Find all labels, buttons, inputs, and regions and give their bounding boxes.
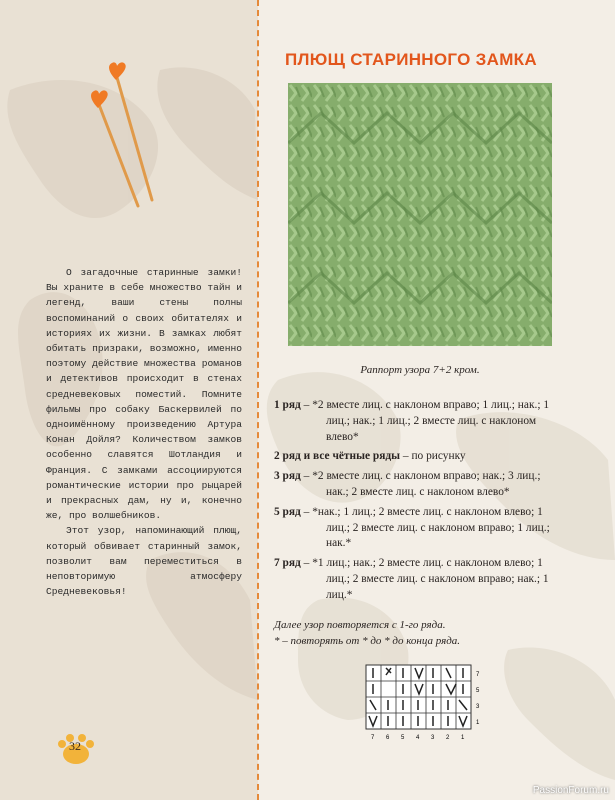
repeat-note: Далее узор повторяется с 1-го ряда. bbox=[274, 619, 446, 631]
intro-text bbox=[46, 265, 242, 599]
row-label: 5 ряд bbox=[274, 505, 301, 518]
instruction-row-7 bbox=[274, 556, 556, 603]
instruction-row-1 bbox=[274, 398, 556, 445]
row-text: – *2 вместе лиц. с наклоном вправо; 1 лиц.; нак.; 1 лиц.; нак.; 1 лиц.; 2 вместе лиц. с наклоном влево* bbox=[300, 399, 550, 443]
chart-column-number: 1 bbox=[461, 735, 465, 741]
chart-row-number: 7 bbox=[476, 672, 480, 678]
left-panel bbox=[0, 0, 258, 800]
chart-column-number: 3 bbox=[431, 735, 435, 741]
chart-column-number: 2 bbox=[446, 735, 450, 741]
instruction-row-even bbox=[274, 449, 556, 465]
chart-column-number: 4 bbox=[416, 735, 420, 741]
pattern-notes bbox=[274, 617, 564, 649]
pattern-instructions bbox=[274, 398, 556, 608]
row-text: – *нак.; 1 лиц.; 2 вместе лиц. с наклоном влево; 1 лиц.; 2 вместе лиц. с наклоном вправо; 1 лиц.; нак.* bbox=[300, 505, 550, 550]
page-number: 32 bbox=[69, 739, 81, 753]
knitting-chart bbox=[358, 663, 488, 743]
chart-column-number: 6 bbox=[386, 735, 390, 741]
row-text: – по рисунку bbox=[400, 450, 466, 463]
intro-paragraph: О загадочные старинные замки! Вы храните в себе множество тайн и легенд, ваши стены полны воспоминаний о своих обитателях и историях их жизни. В замках любят обитать призраки, возможно, именно поэтому действие множества романов и детективов происходит в стенах средневековых поместий. Помните фильмы про собаку Баскервилей по одноимённому произведению Артура Конан Дойля? Количеством замков особенно славятся Шотландия и Франция. С замками ассоциируются романтические истории про рыцарей и прекрасных дам, ну и, конечно же, про волшебников. bbox=[46, 267, 242, 522]
instruction-row-3 bbox=[274, 469, 556, 501]
row-label: 3 ряд bbox=[274, 470, 301, 483]
chart-row-number: 3 bbox=[476, 704, 480, 710]
knitting-needles-icon bbox=[80, 60, 170, 210]
knitted-swatch-image bbox=[288, 83, 552, 346]
asterisk-note: * – повторять от * до * до конца ряда. bbox=[274, 635, 461, 647]
row-text: – *1 лиц.; нак.; 2 вместе лиц. с наклоном влево; 1 лиц.; 2 вместе лиц. с наклоном вправо; нак.; 1 лиц.* bbox=[300, 557, 549, 601]
watermark: PassionForum.ru bbox=[532, 785, 609, 796]
row-text: – *2 вместе лиц. с наклоном вправо; нак.; 3 лиц.; нак.; 2 вместе лиц. с наклоном влево* bbox=[300, 470, 541, 498]
chart-column-number: 5 bbox=[401, 735, 405, 741]
intro-paragraph: Этот узор, напоминающий плющ, который обвивает старинный замок, позволит вам переместиться в неповторимую атмосферу Средневековья! bbox=[46, 525, 242, 598]
pattern-caption: Раппорт узора 7+2 кром. bbox=[360, 364, 480, 376]
chart-row-number: 5 bbox=[476, 688, 480, 694]
chart-row-number: 1 bbox=[476, 720, 480, 726]
chart-column-number: 7 bbox=[371, 735, 375, 741]
row-label: 1 ряд bbox=[274, 399, 301, 411]
row-label: 2 ряд и все чётные ряды bbox=[274, 450, 401, 463]
instruction-row-5 bbox=[274, 505, 556, 552]
row-label: 7 ряд bbox=[274, 557, 301, 570]
page-title: ПЛЮЩ СТАРИННОГО ЗАМКА bbox=[285, 50, 537, 69]
